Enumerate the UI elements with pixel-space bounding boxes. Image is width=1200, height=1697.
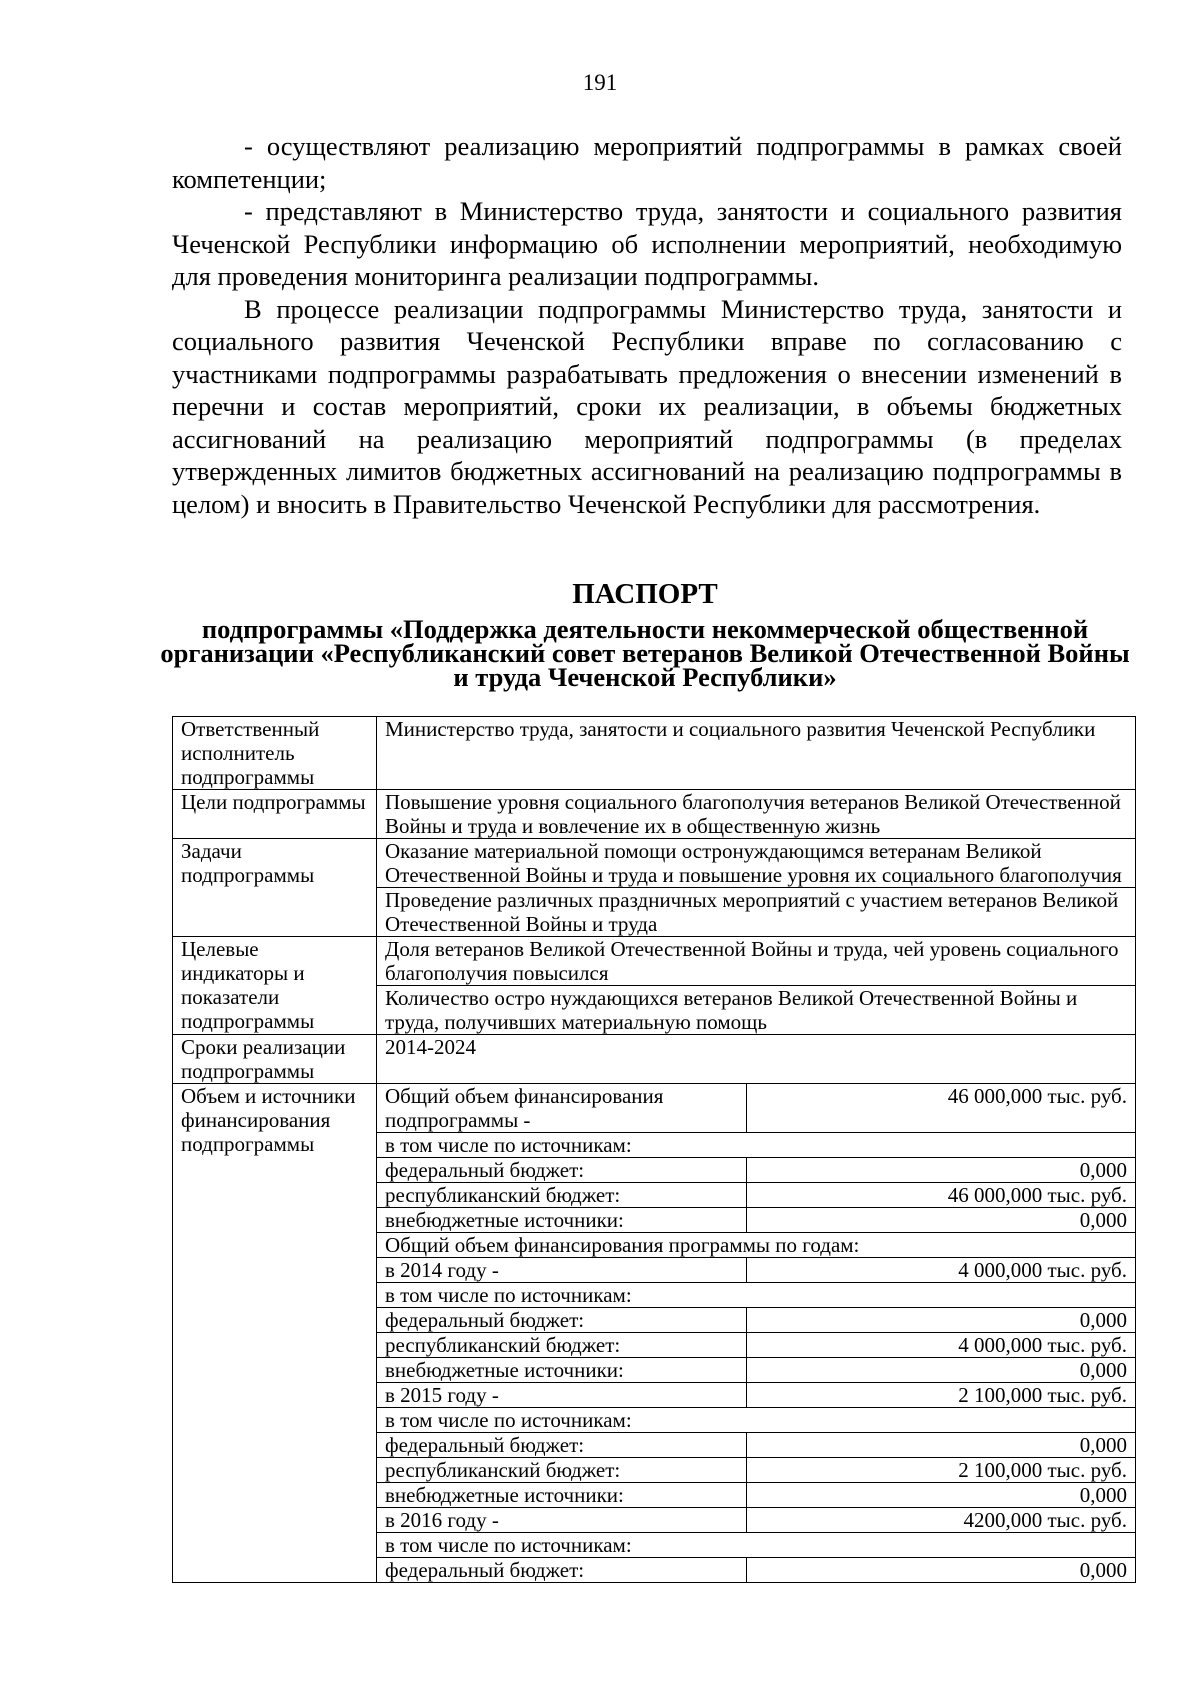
funding-row-value: 0,000	[747, 1308, 1136, 1333]
passport-heading: ПАСПОРТ	[572, 578, 718, 610]
funding-row-name: в 2016 году -	[377, 1508, 747, 1533]
task-item: Оказание материальной помощи остронуждающимся ветеранам Великой Отечественной Войны и труда и повышение уровня их социального благополучия	[377, 839, 1136, 888]
executor-label: Ответственный исполнитель подпрограммы	[173, 717, 377, 790]
funding-row-name: в том числе по источникам:	[377, 1408, 1135, 1433]
funding-row-name: Общий объем финансирования подпрограммы -	[377, 1084, 747, 1133]
funding-row-value: 0,000	[747, 1158, 1136, 1183]
funding-row-name: федеральный бюджет:	[377, 1308, 747, 1333]
funding-row-name: Общий объем финансирования программы по годам:	[377, 1233, 1135, 1258]
terms-label: Сроки реализации подпрограммы	[173, 1035, 377, 1084]
funding-row-name: в 2015 году -	[377, 1383, 747, 1408]
funding-row	[377, 1458, 1135, 1483]
funding-row	[377, 1208, 1135, 1233]
funding-row-name: федеральный бюджет:	[377, 1433, 747, 1458]
funding-row	[377, 1358, 1135, 1383]
paragraph: - представляют в Министерство труда, занятости и социального развития Чеченской Республики информацию об исполнении мероприятий, необходимую для проведения мониторинга реализации подпрограммы.	[172, 196, 1122, 291]
funding-row-name: в том числе по источникам:	[377, 1533, 1135, 1558]
body-text	[172, 130, 1122, 520]
funding-row	[377, 1383, 1135, 1408]
page-number: 191	[582, 70, 618, 95]
funding-row-name: федеральный бюджет:	[377, 1158, 747, 1183]
funding-row-name: внебюджетные источники:	[377, 1483, 747, 1508]
funding-row-name: в том числе по источникам:	[377, 1283, 1135, 1308]
passport-table	[172, 716, 1136, 1583]
funding-row	[377, 1408, 1135, 1433]
task-item: Проведение различных праздничных мероприятий с участием ветеранов Великой Отечественной Войны и труда	[377, 888, 1136, 937]
funding-row	[377, 1308, 1135, 1333]
funding-label: Объем и источники финансирования подпрограммы	[173, 1084, 377, 1583]
funding-row-value: 46 000,000 тыс. руб.	[747, 1183, 1136, 1208]
funding-row	[377, 1483, 1135, 1508]
funding-row-value: 0,000	[747, 1483, 1136, 1508]
goals-value: Повышение уровня социального благополучия ветеранов Великой Отечественной Войны и труда и вовлечение их в общественную жизнь	[377, 790, 1136, 839]
tasks-label: Задачи подпрограммы	[173, 839, 377, 937]
paragraph: В процессе реализации подпрограммы Министерство труда, занятости и социального развития Чеченской Республики вправе по согласованию с участниками подпрограммы разрабатывать предложения о внесении изменений в перечни и состав мероприятий, сроки их реализации, в объемы бюджетных ассигнований на реализацию мероприятий подпрограммы (в пределах утвержденных лимитов бюджетных ассигнований на реализацию подпрограммы в целом) и вносить в Правительство Чеченской Республики для рассмотрения.	[172, 293, 1122, 519]
indicator-item: Доля ветеранов Великой Отечественной Войны и труда, чей уровень социального благополучия повысился	[377, 937, 1136, 986]
funding-row	[377, 1558, 1135, 1583]
funding-row-name: внебюджетные источники:	[377, 1358, 747, 1383]
funding-row-name: республиканский бюджет:	[377, 1183, 747, 1208]
funding-row-name: федеральный бюджет:	[385, 1558, 585, 1582]
funding-table	[377, 1084, 1135, 1582]
funding-row-value: 0,000	[747, 1433, 1136, 1458]
funding-row-name: республиканский бюджет:	[377, 1333, 747, 1358]
passport-subheading: подпрограммы «Поддержка деятельности некоммерческой общественной организации «Республиканский совет ветеранов Великой Отечественной Войны и труда Чеченской Республики»	[160, 614, 1130, 692]
funding-row-name: внебюджетные источники:	[377, 1208, 747, 1233]
funding-row-name: республиканский бюджет:	[377, 1458, 747, 1483]
funding-row	[377, 1258, 1135, 1283]
executor-value: Министерство труда, занятости и социального развития Чеченской Республики	[377, 717, 1136, 790]
funding-row	[377, 1233, 1135, 1258]
paragraph: - осуществляют реализацию мероприятий подпрограммы в рамках своей компетенции;	[172, 131, 1122, 194]
goals-label: Цели подпрограммы	[173, 790, 377, 839]
funding-row-value: 4200,000 тыс. руб.	[747, 1508, 1136, 1533]
funding-row-value: 4 000,000 тыс. руб.	[747, 1258, 1136, 1283]
funding-row	[377, 1533, 1135, 1558]
funding-row	[377, 1508, 1135, 1533]
funding-row-value: 0,000	[747, 1208, 1136, 1233]
funding-row-value: 2 100,000 тыс. руб.	[747, 1383, 1136, 1408]
funding-row	[377, 1433, 1135, 1458]
funding-row-value: 0,000	[747, 1558, 1136, 1583]
funding-row	[377, 1133, 1135, 1158]
funding-row-name: в 2014 году -	[377, 1258, 747, 1283]
funding-row	[377, 1084, 1135, 1133]
funding-row-value: 0,000	[747, 1358, 1136, 1383]
funding-row	[377, 1183, 1135, 1208]
terms-value: 2014-2024	[377, 1035, 1136, 1084]
funding-row-value: 4 000,000 тыс. руб.	[747, 1333, 1136, 1358]
funding-cell	[377, 1084, 1136, 1583]
funding-row	[377, 1283, 1135, 1308]
indicators-label: Целевые индикаторы и показатели подпрограммы	[173, 937, 377, 1035]
funding-row-value: 46 000,000 тыс. руб.	[747, 1084, 1136, 1133]
funding-row	[377, 1158, 1135, 1183]
indicator-item: Количество остро нуждающихся ветеранов Великой Отечественной Войны и труда, получивших материальную помощь	[377, 986, 1136, 1035]
funding-row	[377, 1333, 1135, 1358]
funding-row-name: в том числе по источникам:	[377, 1133, 1135, 1158]
funding-row-value: 2 100,000 тыс. руб.	[747, 1458, 1136, 1483]
